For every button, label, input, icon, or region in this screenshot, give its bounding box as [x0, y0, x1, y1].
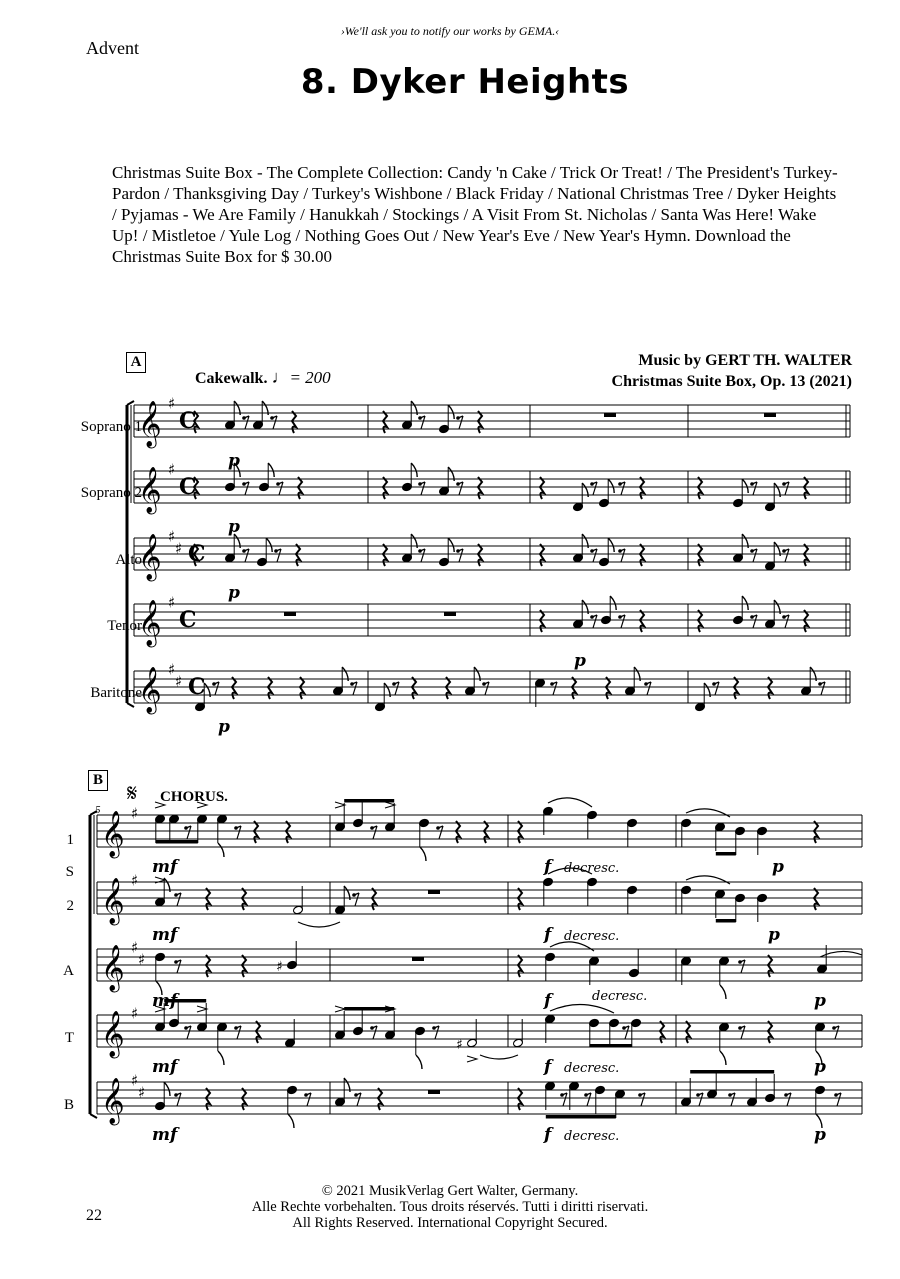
- treble-clef-icon: 𝄞: [138, 667, 162, 713]
- note-beam: [546, 1115, 616, 1119]
- quarter-rest-icon: [606, 677, 610, 699]
- note-beam: [344, 799, 394, 803]
- note-beam: [156, 840, 198, 844]
- copyright-footer: [0, 1183, 900, 1231]
- quarter-rest-icon: [518, 955, 522, 977]
- note-flag: [218, 1051, 224, 1065]
- system-bracket: [127, 703, 134, 707]
- note-flag: [742, 479, 748, 493]
- decrescendo-marking: decresc.: [564, 861, 620, 876]
- key-signature-sharp-icon: ♯: [168, 660, 176, 679]
- quarter-rest-icon: [640, 544, 644, 566]
- quarter-rest-icon: [300, 677, 304, 699]
- decrescendo-marking: decresc.: [564, 929, 620, 944]
- rehearsal-mark-a: A: [126, 352, 146, 373]
- key-signature-sharp-icon: ♯: [138, 1083, 146, 1102]
- dynamic-p: p: [574, 651, 586, 671]
- dynamic-p: p: [814, 1125, 826, 1145]
- quarter-rest-icon: [518, 821, 522, 843]
- decrescendo-marking: decresc.: [564, 1061, 620, 1076]
- quarter-rest-icon: [484, 821, 488, 843]
- instrument-label-alto: Alto: [115, 552, 142, 568]
- note-flag: [448, 405, 454, 419]
- dynamic-mf: mf: [152, 925, 178, 945]
- key-signature-sharp-icon: ♯: [175, 539, 183, 558]
- chorus-label: CHORUS.: [160, 789, 228, 805]
- quarter-rest-icon: [478, 544, 482, 566]
- key-signature-sharp-icon: ♯: [131, 1071, 139, 1090]
- piece-title: 8. Dyker Heights: [300, 62, 630, 102]
- note-flag: [608, 538, 614, 552]
- treble-clef-icon: 𝄞: [138, 534, 162, 580]
- accent-mark: [385, 802, 395, 808]
- note-flag: [742, 596, 748, 610]
- quarter-rest-icon: [814, 821, 818, 843]
- dynamic-f: f: [544, 1057, 552, 1077]
- dynamic-p: p: [228, 451, 240, 471]
- quarter-rest-icon: [412, 677, 416, 699]
- dynamic-f: f: [544, 925, 552, 945]
- collection-description: Christmas Suite Box - The Complete Collection: Candy 'n Cake / Trick Or Treat! / The President's Turkey-Pardon / Thanksgiving Day / Turkey's Wishbone / Black Friday / National Christmas Tree / Dyker Heights / Pyjamas - We Are Family / Hanukkah / Stockings / A Visit From St. Nicholas / Santa Was Here! Wake Up! / Mistletoe / Yule Log / Nothing Goes Out / New Year's Eve / New Year's Hymn. Download the Christmas Suite Box for $ 30.00: [112, 163, 838, 266]
- key-signature-sharp-icon: ♯: [168, 394, 176, 413]
- key-signature-sharp-icon: ♯: [168, 527, 176, 546]
- quarter-rest-icon: [804, 610, 808, 632]
- quarter-rest-icon: [292, 411, 296, 433]
- label-baritone-short: B: [63, 1097, 74, 1113]
- instrument-label-soprano-2: Soprano 2: [80, 485, 142, 501]
- quarter-rest-icon: [768, 1021, 772, 1043]
- quarter-rest-icon: [686, 1021, 690, 1043]
- note-flag: [610, 596, 616, 610]
- treble-clef-icon: 𝄞: [101, 945, 125, 991]
- whole-rest: [428, 890, 440, 894]
- quarter-rest-icon: [540, 544, 544, 566]
- note-beam: [590, 1044, 632, 1048]
- dynamic-mf: mf: [152, 857, 178, 877]
- quarter-rest-icon: [572, 677, 576, 699]
- whole-rest: [444, 612, 456, 616]
- quarter-rest-icon: [383, 544, 387, 566]
- key-signature-sharp-icon: ♯: [138, 950, 146, 969]
- accent-mark: [335, 1006, 345, 1012]
- treble-clef-icon: 𝄞: [101, 1078, 125, 1124]
- quarter-rest-icon: [456, 821, 460, 843]
- composer-line-1: Music by GERT TH. WALTER: [638, 352, 852, 369]
- dynamic-p: p: [772, 857, 784, 877]
- quarter-rest-icon: [698, 544, 702, 566]
- quarter-rest-icon: [232, 677, 236, 699]
- key-signature-sharp-icon: ♯: [168, 593, 176, 612]
- dynamic-p: p: [814, 1057, 826, 1077]
- treble-clef-icon: 𝄞: [101, 1011, 125, 1057]
- decrescendo-marking: decresc.: [592, 989, 648, 1004]
- slur: [550, 1004, 614, 1013]
- whole-rest: [284, 612, 296, 616]
- common-time-icon: C: [179, 607, 197, 633]
- dynamic-mf: mf: [152, 991, 178, 1011]
- quarter-rest-icon: [698, 477, 702, 499]
- copyright-line-3: All Rights Reserved. International Copyright Secured.: [292, 1215, 608, 1231]
- key-signature-sharp-icon: ♯: [168, 460, 176, 479]
- segno-icon: 𝄋: [127, 781, 138, 807]
- quarter-rest-icon: [383, 477, 387, 499]
- copyright-line-2: Alle Rechte vorbehalten. Tous droits réservés. Tutti i diritti riservati.: [251, 1199, 649, 1215]
- quarter-rest-icon: [660, 1021, 664, 1043]
- whole-rest: [764, 413, 776, 417]
- system-bracket: [127, 401, 134, 405]
- quarter-rest-icon: [378, 1088, 382, 1110]
- note-flag: [608, 479, 614, 493]
- page-number: 22: [86, 1207, 102, 1224]
- note-flag: [720, 985, 726, 999]
- key-signature-sharp-icon: ♯: [131, 871, 139, 890]
- key-signature-sharp-icon: ♯: [131, 804, 139, 823]
- slur: [686, 809, 730, 817]
- whole-rest: [412, 957, 424, 961]
- accent-mark: [335, 802, 345, 808]
- quarter-rest-icon: [254, 821, 258, 843]
- treble-clef-icon: 𝄞: [101, 811, 125, 857]
- slur: [686, 876, 730, 884]
- slur: [548, 798, 592, 807]
- quarter-rest-icon: [296, 544, 300, 566]
- quarter-rest-icon: [540, 610, 544, 632]
- quarter-rest-icon: [478, 411, 482, 433]
- quarter-rest-icon: [734, 677, 738, 699]
- slur: [480, 1055, 518, 1059]
- note-flag: [416, 1055, 422, 1069]
- label-soprano-1-short: 1: [66, 832, 74, 848]
- note-flag: [411, 463, 417, 477]
- dynamic-mf: mf: [152, 1057, 178, 1077]
- key-signature-sharp-icon: ♯: [131, 938, 139, 957]
- common-time-icon: C: [179, 474, 197, 500]
- note-flag: [266, 538, 272, 552]
- quarter-rest-icon: [518, 1088, 522, 1110]
- note-beam: [716, 852, 736, 856]
- label-soprano-2-short: 2: [66, 898, 74, 914]
- note-flag: [720, 1051, 726, 1065]
- label-soprano-group: S: [65, 864, 74, 880]
- instrument-label-baritone: Baritone: [90, 685, 142, 701]
- quarter-rest-icon: [206, 955, 210, 977]
- note-flag: [420, 847, 426, 861]
- gema-notice: ›We'll ask you to notify our works by GEMA.‹: [340, 24, 560, 38]
- quarter-rest-icon: [206, 1088, 210, 1110]
- dynamic-p: p: [218, 717, 230, 737]
- dynamic-p: p: [228, 583, 240, 603]
- quarter-rest-icon: [518, 888, 522, 910]
- treble-clef-icon: 𝄞: [138, 600, 162, 646]
- composer-line-2: Christmas Suite Box, Op. 13 (2021): [611, 373, 852, 390]
- quarter-rest-icon: [446, 677, 450, 699]
- quarter-rest-icon: [286, 821, 290, 843]
- label-tenor-short: T: [64, 1030, 74, 1046]
- dynamic-mf: mf: [152, 1125, 178, 1145]
- common-time-icon: C: [179, 408, 197, 434]
- treble-clef-icon: 𝄞: [138, 401, 162, 447]
- quarter-rest-icon: [698, 610, 702, 632]
- tempo-marking: [195, 367, 331, 388]
- accent-mark: [467, 1056, 477, 1062]
- quarter-rest-icon: [372, 888, 376, 910]
- whole-rest: [428, 1090, 440, 1094]
- note-flag: [448, 538, 454, 552]
- note-flag: [288, 1114, 294, 1128]
- decrescendo-marking: decresc.: [564, 1129, 620, 1144]
- dynamic-f: f: [544, 857, 552, 877]
- note-beam: [690, 1070, 774, 1074]
- dynamic-p: p: [228, 517, 240, 537]
- common-time-icon: C: [188, 541, 206, 567]
- tempo-text: Cakewalk.: [195, 370, 268, 387]
- whole-rest: [604, 413, 616, 417]
- note-beam: [716, 919, 736, 923]
- quarter-rest-icon: [768, 677, 772, 699]
- quarter-rest-icon: [768, 955, 772, 977]
- quarter-rest-icon: [206, 888, 210, 910]
- sharp-icon: ♯: [276, 959, 283, 975]
- quarter-rest-icon: [640, 477, 644, 499]
- dynamic-f: f: [544, 991, 552, 1011]
- instrument-label-tenor: Tenor: [107, 618, 142, 634]
- accent-mark: [197, 1006, 207, 1012]
- quarter-rest-icon: [640, 610, 644, 632]
- quarter-note-icon: ♩: [271, 367, 290, 387]
- tempo-value: = 200: [289, 368, 331, 387]
- dynamic-p: p: [768, 925, 780, 945]
- quarter-rest-icon: [242, 888, 246, 910]
- dynamic-f: f: [544, 1125, 552, 1145]
- note-flag: [164, 1082, 170, 1096]
- treble-clef-icon: 𝄞: [138, 467, 162, 513]
- quarter-rest-icon: [540, 477, 544, 499]
- key-signature-sharp-icon: ♯: [131, 1004, 139, 1023]
- key-signature-sharp-icon: ♯: [175, 672, 183, 691]
- note-flag: [268, 463, 274, 477]
- quarter-rest-icon: [478, 477, 482, 499]
- note-flag: [218, 843, 224, 857]
- measure-number: 5: [95, 804, 101, 816]
- system-bracket: [90, 1114, 97, 1118]
- treble-clef-icon: 𝄞: [101, 878, 125, 924]
- quarter-rest-icon: [814, 888, 818, 910]
- note-beam: [344, 1007, 394, 1011]
- label-alto-short: A: [63, 963, 74, 979]
- quarter-rest-icon: [383, 411, 387, 433]
- quarter-rest-icon: [242, 955, 246, 977]
- sharp-icon: ♯: [456, 1037, 463, 1053]
- common-time-icon: C: [188, 674, 206, 700]
- quarter-rest-icon: [804, 477, 808, 499]
- slur: [298, 922, 340, 927]
- rehearsal-mark-b: B: [88, 770, 108, 791]
- quarter-rest-icon: [242, 1088, 246, 1110]
- quarter-rest-icon: [268, 677, 272, 699]
- quarter-rest-icon: [298, 477, 302, 499]
- copyright-line-1: © 2021 MusikVerlag Gert Walter, Germany.: [321, 1183, 579, 1199]
- instrument-label-soprano-1: Soprano 1: [80, 419, 142, 435]
- quarter-rest-icon: [256, 1021, 260, 1043]
- dynamic-p: p: [814, 991, 826, 1011]
- category-label: Advent: [86, 38, 139, 58]
- quarter-rest-icon: [804, 544, 808, 566]
